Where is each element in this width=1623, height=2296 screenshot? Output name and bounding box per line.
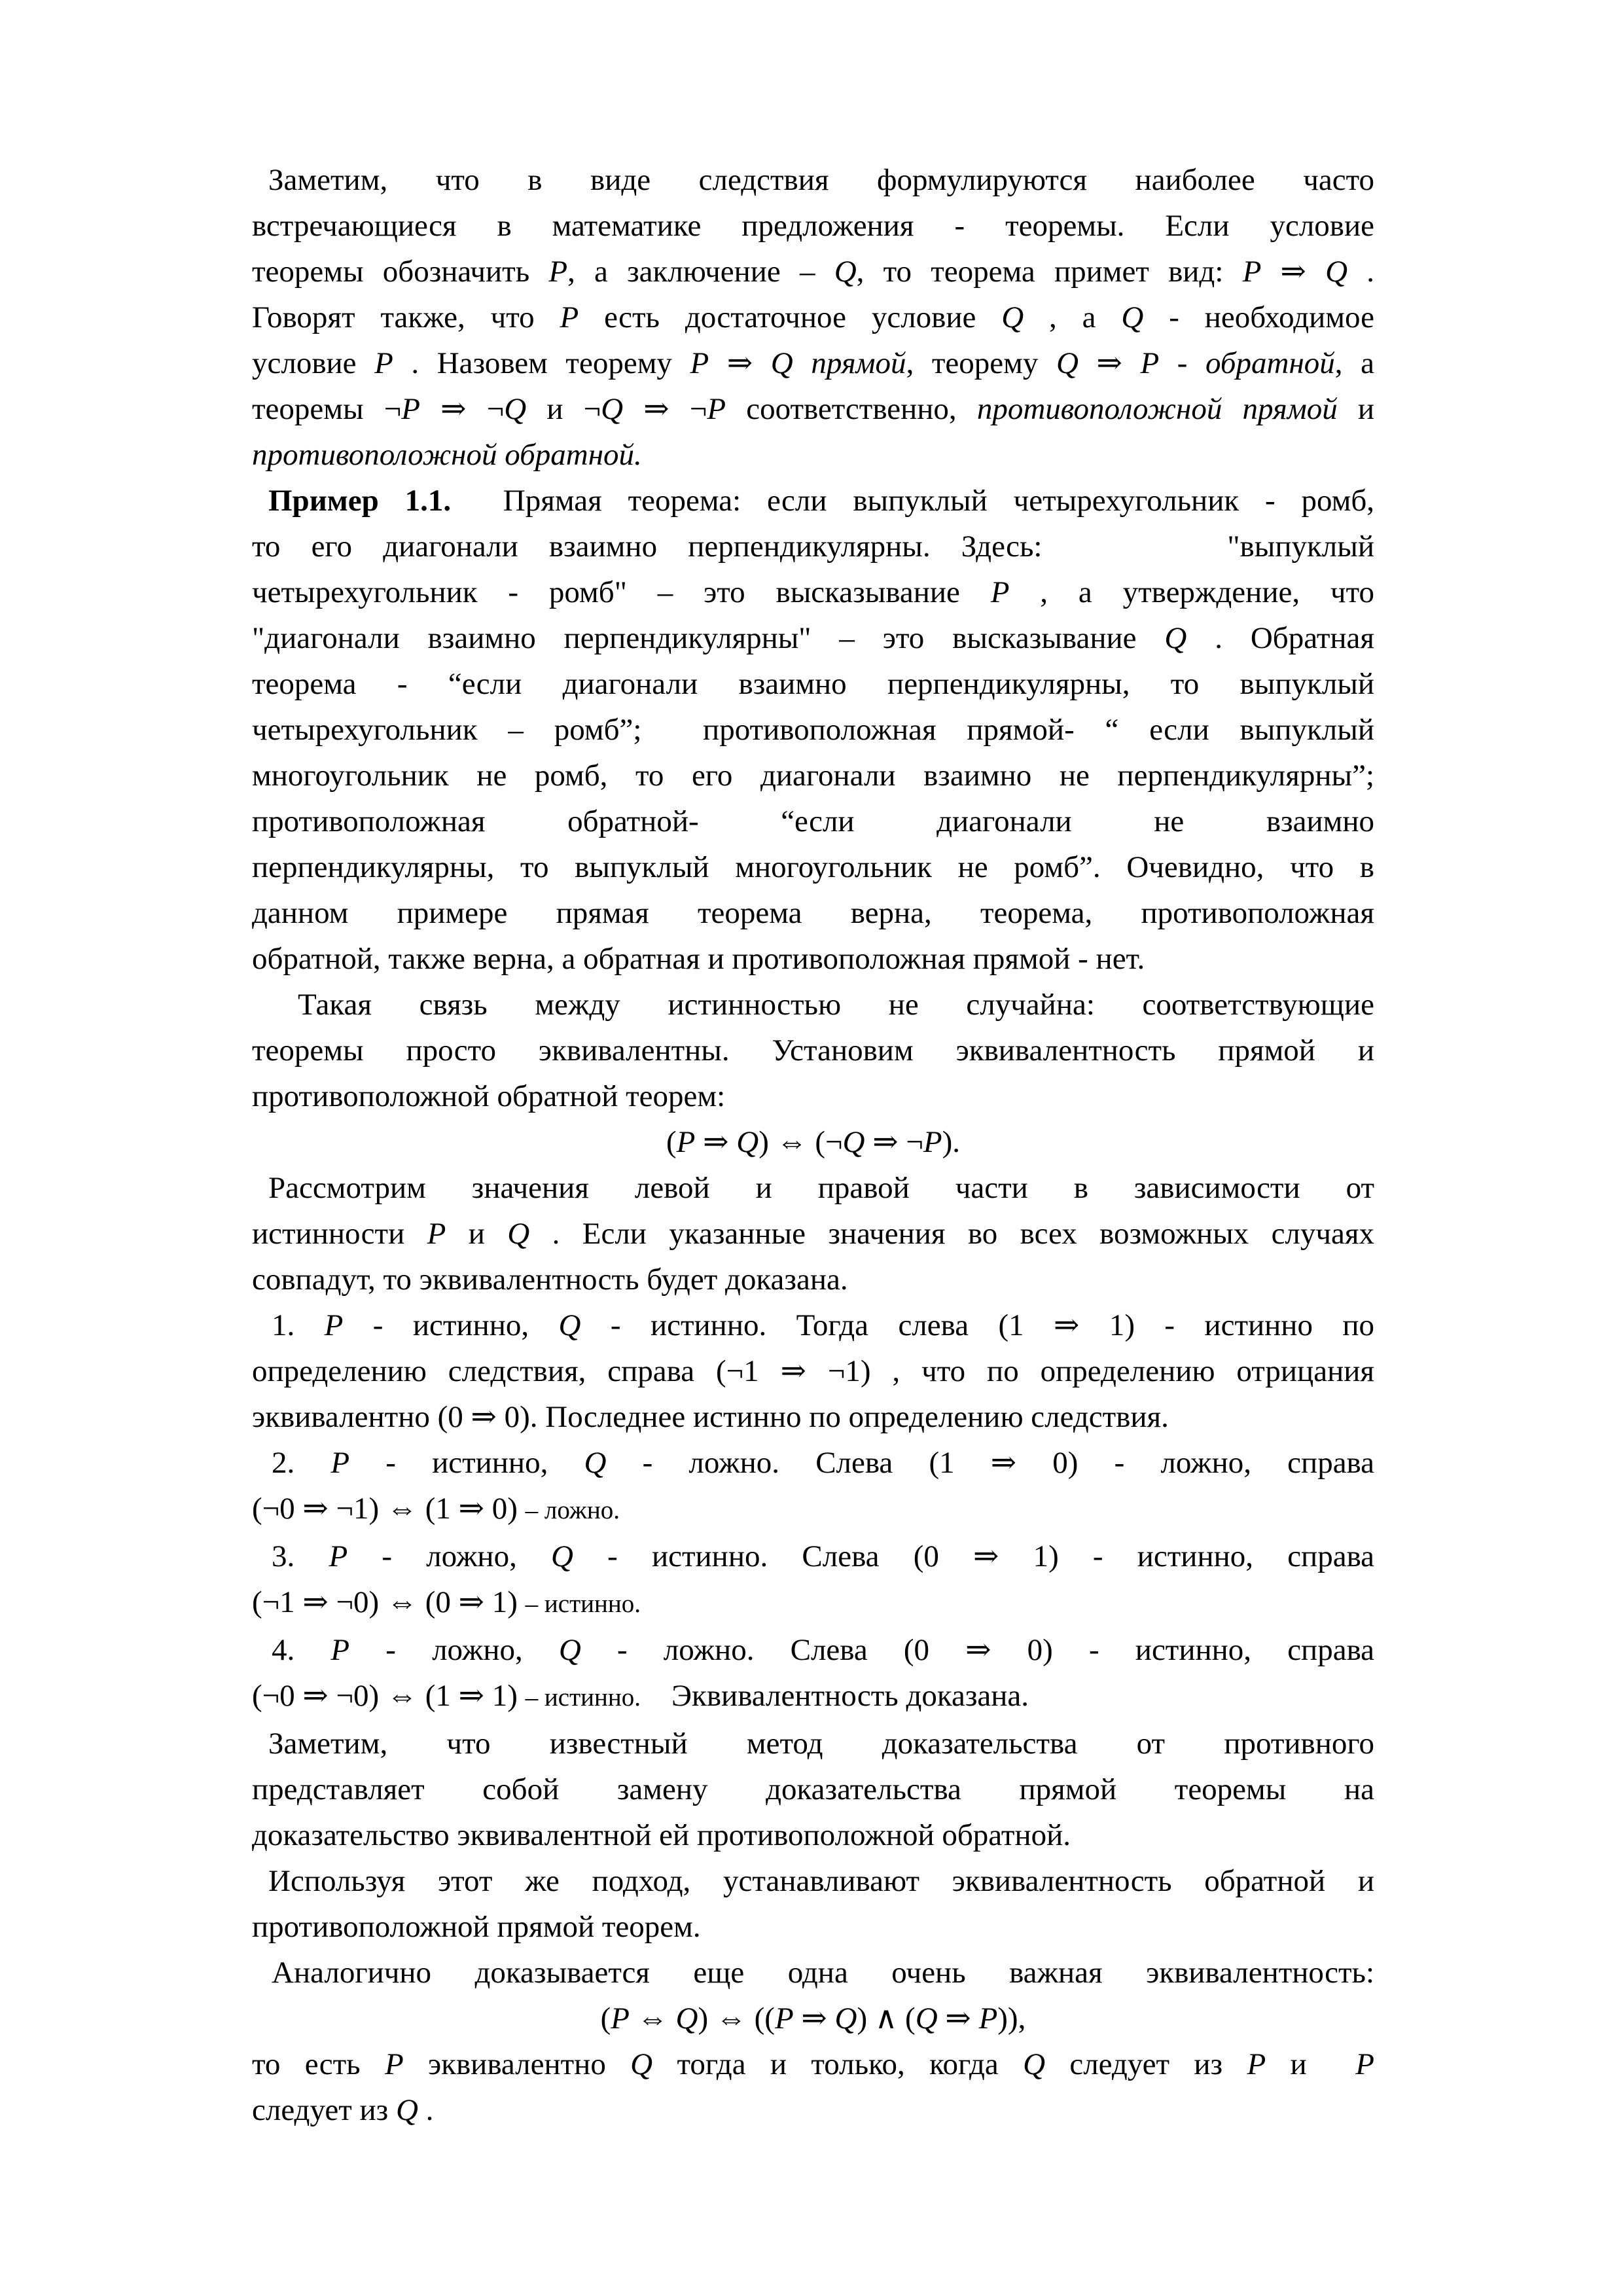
text-segment: совпадут, то эквивалентность будет доказана.: [252, 1263, 848, 1297]
text-segment: [793, 346, 812, 380]
paragraph-closing: [252, 2041, 1374, 2133]
text-segment: ) ⇔ ((: [698, 2001, 775, 2036]
text-segment: следует из: [252, 2093, 396, 2127]
text-segment: Q: [1164, 621, 1187, 655]
text-segment: -: [1159, 346, 1206, 380]
text-segment: P: [330, 1633, 350, 1667]
text-segment: (¬0 ⇒ ¬0) ⇔ (1 ⇒ 1): [252, 1679, 526, 1713]
text-line: [252, 1673, 1374, 1721]
text-segment: P: [1355, 2047, 1375, 2081]
case-2: [252, 1440, 1374, 1534]
text-segment: (¬1 ⇒ ¬0) ⇔ (0 ⇒ 1): [252, 1585, 526, 1619]
paragraph-consider-values: [252, 1165, 1374, 1302]
text-segment: . Назовем теорему: [393, 346, 690, 380]
text-line: [252, 2041, 1374, 2087]
text-segment: определению следствия, справа (¬1 ⇒ ¬1) , что по определению отрицания: [252, 1354, 1374, 1388]
text-segment: Эквивалентность доказана.: [640, 1679, 1029, 1713]
text-line: [252, 1812, 1374, 1858]
formula-line: [252, 1996, 1374, 2041]
text-line: [252, 478, 1374, 524]
text-line: [252, 1211, 1374, 1257]
text-segment: и: [1337, 392, 1375, 426]
text-segment: P: [560, 300, 579, 334]
text-segment: Q: [601, 392, 624, 426]
text-segment: Q: [584, 1446, 607, 1480]
text-segment: P: [324, 1308, 344, 1342]
text-segment: P: [611, 2001, 630, 2036]
text-segment: .: [1347, 255, 1375, 289]
text-segment: P: [676, 1125, 696, 1159]
text-segment: противоположной обратной.: [252, 438, 642, 472]
text-segment: Такая связь между истинностью не случайна: соответствующие: [298, 988, 1374, 1022]
text-line: [252, 432, 1374, 478]
text-segment: Аналогично доказывается еще одна очень важная эквивалентность:: [272, 1956, 1374, 1990]
text-segment: . Если указанные значения во всех возможных случаях: [529, 1217, 1374, 1251]
text-segment: - необходимое: [1143, 300, 1374, 334]
text-segment: теоремы ¬: [252, 392, 402, 426]
text-segment: то есть: [252, 2047, 385, 2081]
text-segment: Рассмотрим значения левой и правой части в зависимости от: [268, 1171, 1374, 1205]
text-segment: , теорему: [906, 346, 1056, 380]
text-line: [252, 753, 1374, 798]
text-segment: . Обратная: [1186, 621, 1375, 655]
text-segment: ⇒ ¬: [865, 1125, 923, 1159]
text-segment: P: [1140, 346, 1160, 380]
text-segment: ⇒: [695, 1125, 737, 1159]
text-line: [252, 1486, 1374, 1534]
text-segment: то его диагонали взаимно перпендикулярны. Здесь: "выпуклый: [252, 529, 1374, 564]
text-line: [252, 982, 1374, 1028]
text-segment: 4.: [272, 1633, 331, 1667]
text-segment: Заметим, что известный метод доказательства от противного: [268, 1727, 1374, 1761]
text-segment: Q: [558, 1633, 581, 1667]
text-line: [252, 1721, 1374, 1767]
text-line: [252, 569, 1374, 615]
text-segment: ⇒ ¬: [623, 392, 707, 426]
formula-equivalence-1: [252, 1119, 1374, 1165]
text-segment: (: [666, 1125, 677, 1159]
text-segment: тогда и только, когда: [652, 2047, 1024, 2081]
text-line: [252, 1534, 1374, 1579]
paragraph-example-1-1: [252, 478, 1374, 982]
text-line: [252, 1257, 1374, 1302]
text-segment: Q: [1023, 2047, 1046, 2081]
text-line: [252, 661, 1374, 707]
text-segment: Прямая теорема: если выпуклый четырехугольник - ромб,: [451, 484, 1374, 518]
text-segment: противоположной прямой: [976, 392, 1338, 426]
text-segment: Q: [1121, 300, 1144, 334]
text-line: [252, 1904, 1374, 1950]
text-segment: P: [774, 2001, 794, 2036]
text-segment: есть достаточное условие: [579, 300, 1002, 334]
text-segment: P: [990, 575, 1010, 609]
text-segment: ⇔: [630, 2001, 676, 2036]
text-segment: P: [330, 1446, 350, 1480]
text-segment: прямой: [811, 346, 906, 380]
paragraph-intro: [252, 157, 1374, 478]
text-segment: P: [374, 346, 393, 380]
paragraph-proof-by-contradiction: [252, 1721, 1374, 1858]
text-line: [252, 1165, 1374, 1211]
text-segment: - ложно. Слева (1 ⇒ 0) - ложно, справа: [606, 1446, 1374, 1480]
text-segment: Говорят также, что: [252, 300, 560, 334]
case-3: [252, 1534, 1374, 1627]
text-segment: и: [1266, 2047, 1356, 2081]
text-segment: , а утверждение, что: [1009, 575, 1374, 609]
text-segment: ⇒: [937, 2001, 979, 2036]
text-segment: P: [384, 2047, 404, 2081]
text-line: [252, 890, 1374, 936]
text-segment: эквивалентно (0 ⇒ 0). Последнее истинно по определению следствия.: [252, 1400, 1169, 1434]
text-segment: P: [690, 346, 709, 380]
case-4: [252, 1627, 1374, 1721]
text-line: [252, 615, 1374, 661]
text-segment: Q: [834, 255, 857, 289]
text-line: [252, 1348, 1374, 1394]
text-segment: истинности: [252, 1217, 427, 1251]
text-segment: 3.: [272, 1539, 329, 1573]
text-segment: Q: [551, 1539, 573, 1573]
text-segment: Заметим, что в виде следствия формулируются наиболее часто: [268, 163, 1374, 197]
text-segment: Q: [675, 2001, 698, 2036]
text-segment: и: [446, 1217, 508, 1251]
text-segment: P: [548, 255, 568, 289]
text-segment: Пример 1.1.: [268, 484, 452, 518]
text-segment: 2.: [272, 1446, 331, 1480]
text-line: [252, 936, 1374, 982]
text-segment: теоремы просто эквивалентны. Установим эквивалентность прямой и: [252, 1033, 1374, 1067]
text-segment: 1.: [272, 1308, 325, 1342]
document-page-content: [252, 157, 1374, 2133]
text-segment: Q: [1056, 346, 1079, 380]
text-segment: Q: [395, 2093, 418, 2127]
text-segment: Q: [736, 1125, 759, 1159]
paragraph-equivalence-link: [252, 982, 1374, 1119]
text-line: [252, 157, 1374, 203]
text-segment: Q: [558, 1308, 581, 1342]
text-segment: P: [329, 1539, 348, 1573]
text-segment: ) ⇔ (¬: [758, 1125, 843, 1159]
text-segment: , то теорема примет вид:: [856, 255, 1243, 289]
text-segment: ).: [942, 1125, 960, 1159]
text-line: [252, 1028, 1374, 1073]
text-segment: противоположная обратной- “если диагонали не взаимно: [252, 804, 1374, 838]
text-segment: Q: [507, 1217, 530, 1251]
text-segment: P: [923, 1125, 942, 1159]
case-1: [252, 1302, 1374, 1440]
text-segment: Q: [1325, 255, 1348, 289]
text-segment: теоремы обозначить: [252, 255, 549, 289]
text-segment: - ложно. Слева (0 ⇒ 0) - истинно, справа: [580, 1633, 1375, 1667]
text-segment: P: [427, 1217, 446, 1251]
text-segment: )),: [997, 2001, 1026, 2036]
text-segment: – истинно.: [525, 1590, 641, 1618]
text-segment: Q: [915, 2001, 938, 2036]
text-segment: .: [418, 2093, 434, 2127]
text-segment: P: [1242, 255, 1262, 289]
text-line: [252, 249, 1374, 295]
text-segment: (: [600, 2001, 611, 2036]
text-line: [252, 524, 1374, 569]
text-segment: , а: [1024, 300, 1122, 334]
text-line: [252, 1302, 1374, 1348]
text-segment: – ложно.: [525, 1496, 620, 1524]
text-segment: - ложно,: [349, 1633, 559, 1667]
text-segment: Q: [1001, 300, 1024, 334]
text-segment: данном примере прямая теорема верна, теорема, противоположная: [252, 896, 1374, 930]
text-segment: P: [978, 2001, 998, 2036]
text-segment: Q: [842, 1125, 865, 1159]
text-segment: Q: [770, 346, 793, 380]
text-line: [252, 1394, 1374, 1440]
text-segment: ) ∧ (: [857, 2001, 916, 2036]
text-segment: P: [401, 392, 420, 426]
text-segment: ⇒: [709, 346, 771, 380]
text-line: [252, 203, 1374, 249]
text-segment: и ¬: [526, 392, 601, 426]
formula-line: [252, 1119, 1374, 1165]
text-segment: - истинно. Тогда слева (1 ⇒ 1) - истинно по: [580, 1308, 1375, 1342]
text-segment: Q: [834, 2001, 857, 2036]
text-line: [252, 1579, 1374, 1627]
text-segment: следует из: [1045, 2047, 1247, 2081]
text-segment: встречающиеся в математике предложения - теоремы. Если условие: [252, 209, 1374, 243]
text-segment: многоугольник не ромб, то его диагонали взаимно не перпендикулярны”;: [252, 759, 1374, 793]
text-segment: Используя этот же подход, устанавливают эквивалентность обратной и: [268, 1864, 1374, 1898]
text-segment: - истинно,: [349, 1446, 584, 1480]
text-segment: теорема - “если диагонали взаимно перпендикулярны, то выпуклый: [252, 667, 1374, 701]
text-segment: противоположной обратной теорем:: [252, 1079, 726, 1113]
text-line: [252, 798, 1374, 844]
text-segment: ⇒: [793, 2001, 835, 2036]
text-segment: - ложно,: [348, 1539, 552, 1573]
text-segment: - истинно. Слева (0 ⇒ 1) - истинно, справа: [573, 1539, 1375, 1573]
text-line: [252, 1627, 1374, 1673]
text-segment: перпендикулярны, то выпуклый многоугольник не ромб”. Очевидно, что в: [252, 850, 1374, 884]
text-segment: представляет собой замену доказательства прямой теоремы на: [252, 1772, 1374, 1806]
text-segment: , а заключение –: [567, 255, 834, 289]
text-segment: Q: [630, 2047, 653, 2081]
text-segment: ⇒: [1261, 255, 1326, 289]
text-segment: "диагонали взаимно перпендикулярны" – это высказывание: [252, 621, 1165, 655]
text-segment: четырехугольник – ромб”; противоположная прямой- “ если выпуклый: [252, 713, 1374, 747]
text-line: [252, 1767, 1374, 1812]
text-segment: противоположной прямой теорем.: [252, 1910, 701, 1944]
paragraph-same-approach: [252, 1858, 1374, 1950]
text-segment: доказательство эквивалентной ей противоположной обратной.: [252, 1818, 1071, 1852]
text-segment: - истинно,: [343, 1308, 559, 1342]
text-line: [252, 1950, 1374, 1996]
text-segment: ⇒: [1078, 346, 1141, 380]
text-segment: обратной, также верна, а обратная и противоположная прямой - нет.: [252, 942, 1145, 976]
paragraph-another-equivalence: [252, 1950, 1374, 1996]
text-segment: условие: [252, 346, 375, 380]
text-segment: P: [1247, 2047, 1266, 2081]
formula-equivalence-2: [252, 1996, 1374, 2041]
text-segment: соответственно,: [726, 392, 977, 426]
text-segment: ⇒ ¬: [419, 392, 505, 426]
text-line: [252, 1440, 1374, 1486]
text-line: [252, 1073, 1374, 1119]
text-line: [252, 707, 1374, 753]
text-segment: P: [707, 392, 726, 426]
text-line: [252, 1858, 1374, 1904]
text-line: [252, 844, 1374, 890]
text-segment: (¬0 ⇒ ¬1) ⇔ (1 ⇒ 0): [252, 1492, 526, 1526]
text-segment: эквивалентно: [403, 2047, 631, 2081]
text-segment: четырехугольник - ромб" – это высказывание: [252, 575, 991, 609]
text-line: [252, 295, 1374, 340]
text-line: [252, 386, 1374, 432]
text-segment: обратной: [1205, 346, 1335, 380]
text-segment: – истинно.: [525, 1683, 641, 1712]
text-segment: , а: [1334, 346, 1374, 380]
text-segment: Q: [504, 392, 527, 426]
text-line: [252, 2087, 1374, 2133]
text-line: [252, 340, 1374, 386]
